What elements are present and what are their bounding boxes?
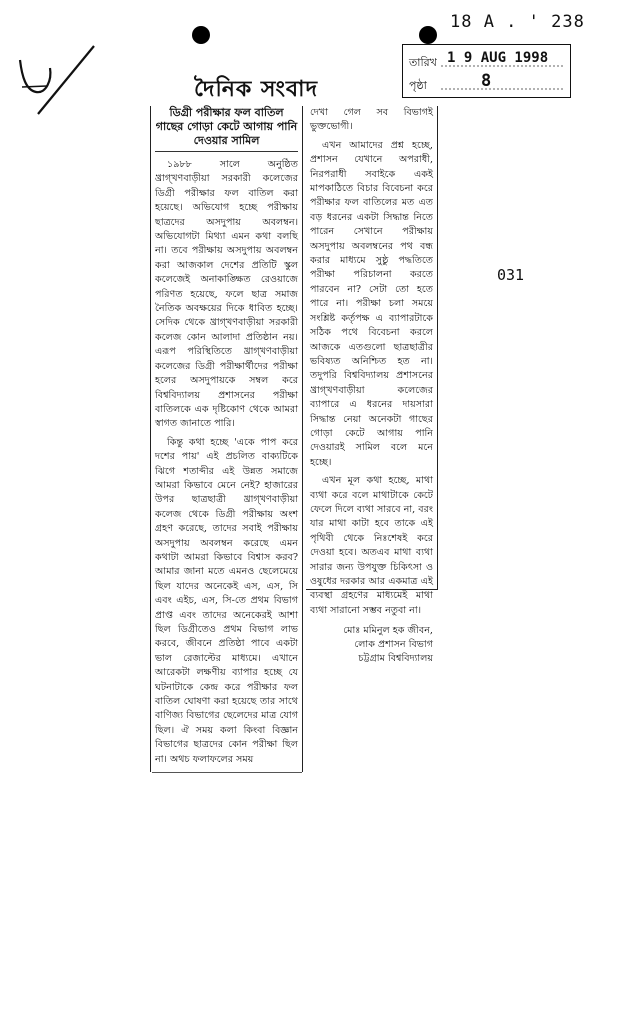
stamp-underline-icon	[439, 64, 565, 92]
stamp-page-label: পৃষ্ঠা	[409, 79, 427, 92]
stamp-page-value: 8	[481, 71, 492, 91]
top-date-stamp: 18 A . ' 238	[450, 12, 585, 32]
author-name: মোঃ মমিনুল হক জীবন,	[343, 625, 433, 637]
article-paragraph: কিন্তু কথা হচ্ছে 'একে পাপ করে দশের পায়' এই প্রচলিত বাক্যটিকে ঝিগে শতাব্দীর এই উন্নত সমাজে আমরা কিভাবে মেনে নেই? হাজারের উপর ছাত্রছাত্রী খ্রাগ্খণবাড়ীয়া কলেজ থেকে ডিগ্রী পরীক্ষায় অংশ গ্রহণ করেছে, তাদের সবাই পরীক্ষায় অসদুপায় অবলম্বন করেছে এমন কথাটা আমরা কিভাবে বিশ্বাস করব? আমার জানা মতে এমনও ছেলেমেয়ে ছিল যাদের অনেকেই এস, এস, সি এবং এইচ, এস, সি-তে প্রথম বিভাগ প্রাপ্ত এবং তাদের অনেকেরই আশা ছিল ডিগ্রীতেও প্রথম বিভাগ লাভ করবে, জীবনে প্রতিষ্ঠা পাবে একটা ভাল রেজাল্টের মাধ্যমে। এখানে আরেকটা লক্ষণীয় ব্যাপার হচ্ছে যে ঘটনাটাকে কেন্দ্র করে পরীক্ষার ফল বাতিল ঘোষণা করা হয়েছে তার সাথে বাণিজ্য বিভাগের ছেলেদের মাত্র যোগ ছিল। ঐ সময় কলা কিংবা বিজ্ঞান বিভাগের ছাত্রদের কোন পরীক্ষা ছিল না। অথচ ফলাফলের সময়	[155, 436, 298, 765]
clipping-bottom-edge	[152, 772, 302, 773]
author-signature	[310, 624, 433, 666]
clipping-right-column	[306, 106, 438, 665]
handwritten-mark-icon	[12, 42, 112, 122]
article-paragraph: ১৯৮৮ সালে অনুষ্ঠিত খ্রাগ্খণবাড়ীয়া সরকারী কলেজের ডিগ্রী পরীক্ষার ফল বাতিল করা হয়েছে। অভিযোগ হচ্ছে পরীক্ষায় ছাত্রদের অসদুপায় অবলম্বন। অভিযোগটা মিথ্যা এমন কথা বলছি না। তবে পরীক্ষায় অসদুপায় অবলম্বন করা আজকাল দেশের প্রতিটি স্কুল কলেজেই অনাকাঙ্ক্ষিত রেওয়াজে পরিণত হয়েছে, ফলে ছাত্র সমাজ নৈতিক অবক্ষয়ের দিকে ধাবিত হচ্ছে। সেদিক থেকে খ্রাগ্খণবাড়ীয়া সরকারী কলেজ কোন আলাদা প্রতিষ্ঠান নয়। এরূপ পরিস্থিতিতে খ্রাগ্খণবাড়ীয়া কলেজের ডিগ্রী পরীক্ষার্থীদের পরীক্ষা হলের অসদুপায়কে সম্বল করে বিশ্ববিদ্যালয় প্রশাসনের পরীক্ষা বাতিলকে এক দৃষ্টিকোণ থেকে আমরা স্বাগত জানাতে পারি।	[155, 159, 298, 430]
article-paragraph: এখন আমাদের প্রশ্ন হচ্ছে, প্রশাসন যেখানে অপরাধী, নিরপরাধী সবাইকে একই মাপকাঠিতে বিচার বিবেচনা করে পরীক্ষার ফল বাতিলের মত এত বড় ধরনের একটা সিদ্ধান্ত নিতে পারেন সেখানে পরীক্ষায় অসদুপায় অবলম্বনের পথ বন্ধ করার মাধ্যমে সুষ্ঠু পদ্ধতিতে পরীক্ষা পরিচালনা করতে পারবেন না? সেটা তো হতে পারে না। পরীক্ষা চলা সময়ে সংশ্লিষ্ট কর্তৃপক্ষ এ ব্যাপারটাকে সঠিক পথে বিবেচনা করলে আজকে এতগুলো ছাত্রছাত্রীর ভবিষ্যত অনিশ্চিত হত না। তদুপরি বিশ্ববিদ্যালয় প্রশাসনের খ্রাগ্খণবাড়ীয়া কলেজের ব্যাপারে এ ধরনের দায়সারা সিদ্ধান্ত নেয়া অনেকটা গাছের গোড়া কেটে আগায় পানি দেওয়ারই সামিল বলে মনে হচ্ছে।	[310, 139, 433, 468]
article-headline: ডিগ্রী পরীক্ষার ফল বাতিল গাছের গোড়া কেটে আগায় পানি দেওয়ার সামিল	[155, 106, 298, 152]
stamp-date-label: তারিখ	[409, 56, 437, 69]
punch-hole-left	[192, 26, 210, 44]
newspaper-masthead: দৈনিক সংবাদ	[194, 76, 319, 102]
archive-page-number: 031	[497, 266, 525, 284]
stamp-date-value: 1 9 AUG 1998	[447, 50, 549, 66]
article-paragraph: এখন মূল কথা হচ্ছে, মাথা ব্যথা করে বলে মাথাটাকে কেটে ফেলে দিলে ব্যথা সারবে না, বরং যার মাথা কাটা হবে তাকে এই পৃথিবী থেকে নিঃশেষই করে দেওয়া হবে। অতএব মাথা ব্যথা সারার জন্য উপযুক্ত চিকিৎসা ও ওষুধের দরকার আর একমাত্র এই ব্যবস্থা গ্রহণের মাধ্যমেই মাথা ব্যথা সারানো সম্ভব নতুবা না।	[310, 475, 433, 616]
clipping-left-column	[150, 106, 303, 772]
author-department: লোক প্রশাসন বিভাগ	[354, 639, 433, 651]
article-paragraph: দেখা গেল সব বিভাগই ভুক্তভোগী।	[310, 107, 433, 133]
archive-stamp	[402, 44, 571, 98]
author-institution: চট্টগ্রাম বিশ্ববিদ্যালয়	[358, 653, 433, 665]
punch-hole-right	[419, 26, 437, 44]
